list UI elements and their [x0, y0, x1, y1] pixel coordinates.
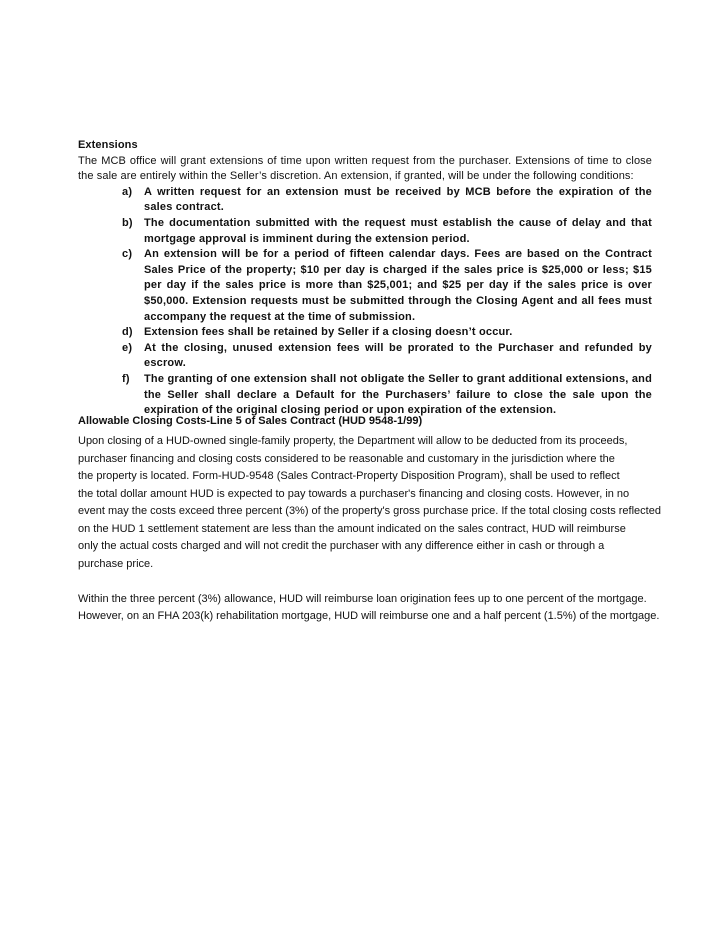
condition-marker: a): [122, 185, 133, 198]
condition-text: The granting of one extension shall not obligate the Seller to grant additional extensions, and the Seller shall declare a Default for the Purchasers’ failure to close the sale upon the expiration of the original closing period or upon expiration of the extension.: [144, 372, 652, 417]
closing-costs-section: [78, 413, 718, 626]
conditions-list: [78, 185, 652, 419]
condition-item-c: [78, 247, 652, 325]
paragraph-line: However, on an FHA 203(k) rehabilitation mortgage, HUD will reimburse one and a half percent (1.5%) of the mortgage.: [78, 610, 660, 622]
paragraph-line: Upon closing of a HUD-owned single-family property, the Department will allow to be deducted from its proceeds,: [78, 435, 628, 447]
paragraph-line: purchase price.: [78, 557, 154, 570]
condition-marker: f): [122, 372, 130, 385]
condition-text: A written request for an extension must be received by MCB before the expiration of the sales contract.: [144, 185, 652, 214]
condition-text: At the closing, unused extension fees will be prorated to the Purchaser and refunded by escrow.: [144, 341, 652, 370]
condition-item-d: [78, 325, 652, 341]
condition-text: The documentation submitted with the request must establish the cause of delay and that mortgage approval is imminent during the extension period.: [144, 216, 652, 245]
paragraph-spacer: [78, 573, 718, 591]
closing-costs-heading: Allowable Closing Costs-Line 5 of Sales Contract (HUD 9548-1/99): [78, 415, 423, 427]
paragraph-line: only the actual costs charged and will not credit the purchaser with any difference either in cash or through a: [78, 540, 605, 552]
condition-item-a: [78, 185, 652, 216]
extensions-heading: Extensions: [78, 139, 138, 151]
paragraph-line: Within the three percent (3%) allowance, HUD will reimburse loan origination fees up to one percent of the mortgage.: [78, 592, 647, 605]
condition-marker: c): [122, 248, 133, 261]
extensions-section: [78, 138, 652, 419]
condition-item-f: [78, 372, 652, 419]
extensions-intro: The MCB office will grant extensions of time upon written request from the purchaser. Extensions of time to close the sale are entirely within the Seller’s discretion. An extension, if granted, will be under the following conditions:: [78, 154, 652, 183]
condition-marker: d): [122, 326, 133, 339]
condition-item-e: [78, 341, 652, 372]
condition-item-b: [78, 216, 652, 247]
paragraph-line: event may the costs exceed three percent (3%) of the property's gross purchase price. If the total closing costs reflected: [78, 505, 661, 517]
paragraph-line: the property is located. Form-HUD-9548 (Sales Contract-Property Disposition Program), shall be used to reflect: [78, 470, 620, 482]
paragraph-line: on the HUD 1 settlement statement are less than the amount indicated on the sales contract, HUD will reimburse: [78, 522, 626, 535]
condition-text: Extension fees shall be retained by Seller if a closing doesn’t occur.: [144, 326, 513, 339]
condition-text: An extension will be for a period of fifteen calendar days. Fees are based on the Contract Sales Price of the property; $10 per day is charged if the sales price is $25,000 or less; $15 per day if the sales price is more than $25,001; and $25 per day if the sales price is over $50,000. Extension requests must be submitted through the Closing Agent and all fees must accompany the request at the time of submission.: [144, 248, 652, 323]
paragraph-line: the total dollar amount HUD is expected to pay towards a purchaser's financing and closing costs. However, in no: [78, 487, 630, 500]
condition-marker: b): [122, 216, 133, 229]
paragraph-line: purchaser financing and closing costs considered to be reasonable and customary in the jurisdiction where the: [78, 452, 615, 465]
condition-marker: e): [122, 341, 133, 354]
